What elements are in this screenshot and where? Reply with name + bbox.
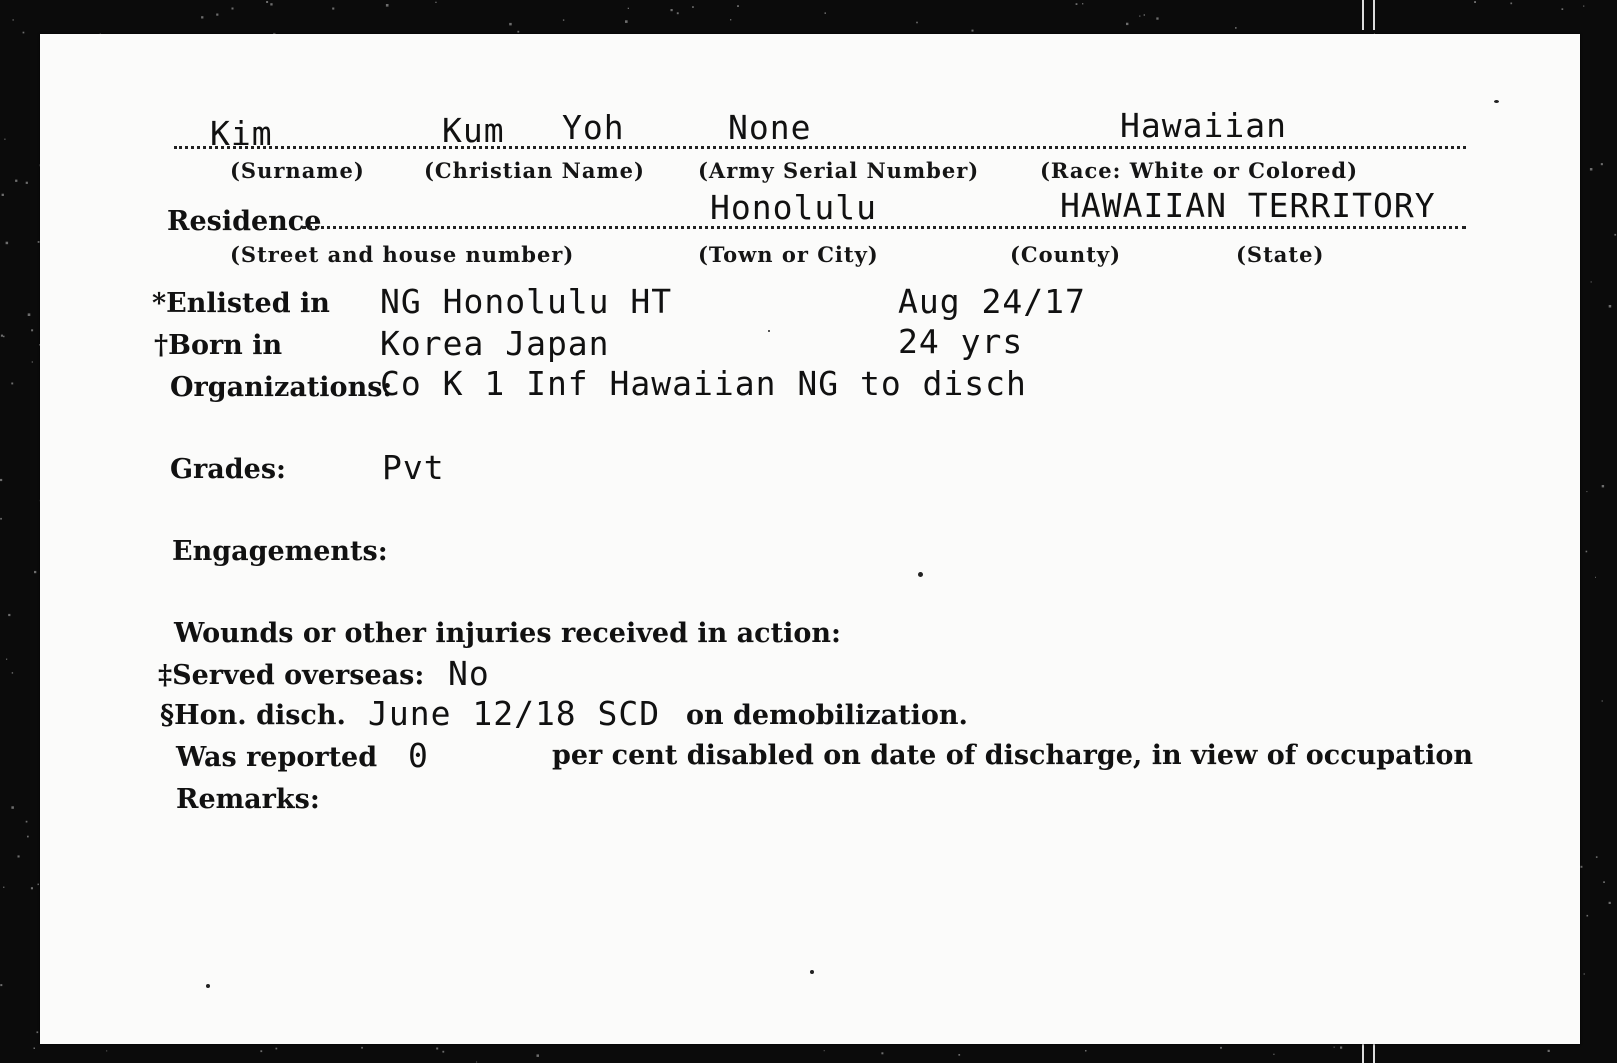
town-caption: (Town or City) [698, 242, 879, 267]
street-caption: (Street and house number) [230, 242, 575, 267]
scan-speck [1494, 100, 1499, 103]
race-value: Hawaiian [1120, 106, 1287, 145]
scan-speck [918, 572, 923, 577]
christian-name-second-value: Yoh [562, 108, 625, 147]
christian-name-first-value: Kum [442, 111, 505, 150]
hon-disch-value: June 12/18 SCD [368, 694, 661, 733]
organizations-label: Organizations: [170, 372, 393, 403]
army-serial-number-caption: (Army Serial Number) [698, 158, 980, 183]
residence-state-value: HAWAIIAN TERRITORY [1060, 186, 1436, 225]
enlisted-date-value: Aug 24/17 [898, 282, 1086, 321]
disabled-suffix: per cent disabled on date of discharge, in view of occupation [552, 740, 1474, 771]
wounds-label: Wounds or other injuries received in action: [174, 618, 841, 649]
grades-value: Pvt [382, 448, 445, 487]
christian-name-caption: (Christian Name) [424, 158, 645, 183]
organizations-value: Co K 1 Inf Hawaiian NG to disch [380, 364, 1027, 403]
surname-value: Kim [210, 114, 273, 153]
state-caption: (State) [1236, 242, 1325, 267]
race-caption: (Race: White or Colored) [1040, 158, 1359, 183]
enlisted-label: *Enlisted in [152, 288, 330, 319]
remarks-label: Remarks: [176, 784, 320, 815]
disabled-label: Was reported [176, 742, 378, 773]
born-label: †Born in [154, 330, 283, 361]
name-row-line [174, 146, 1466, 149]
county-caption: (County) [1010, 242, 1122, 267]
hon-disch-suffix: on demobilization. [686, 700, 968, 731]
army-serial-number-value: None [728, 108, 812, 147]
residence-town-value: Honolulu [710, 188, 877, 227]
born-age-value: 24 yrs [898, 322, 1024, 361]
surname-caption: (Surname) [230, 158, 365, 183]
residence-line [302, 226, 1466, 229]
engagements-label: Engagements: [172, 536, 388, 567]
scan-speck [768, 330, 770, 332]
scan-speck [810, 970, 814, 974]
enlistment-record-card [40, 34, 1580, 1044]
enlisted-place-value: NG Honolulu HT [380, 282, 673, 321]
served-overseas-label: ‡Served overseas: [158, 660, 425, 691]
scan-speck [206, 984, 210, 988]
born-place-value: Korea Japan [380, 324, 610, 363]
grades-label: Grades: [170, 454, 287, 485]
hon-disch-label: §Hon. disch. [160, 700, 346, 731]
residence-label: Residence [167, 206, 322, 237]
served-overseas-value: No [448, 654, 490, 693]
disabled-value: 0 [408, 736, 429, 775]
